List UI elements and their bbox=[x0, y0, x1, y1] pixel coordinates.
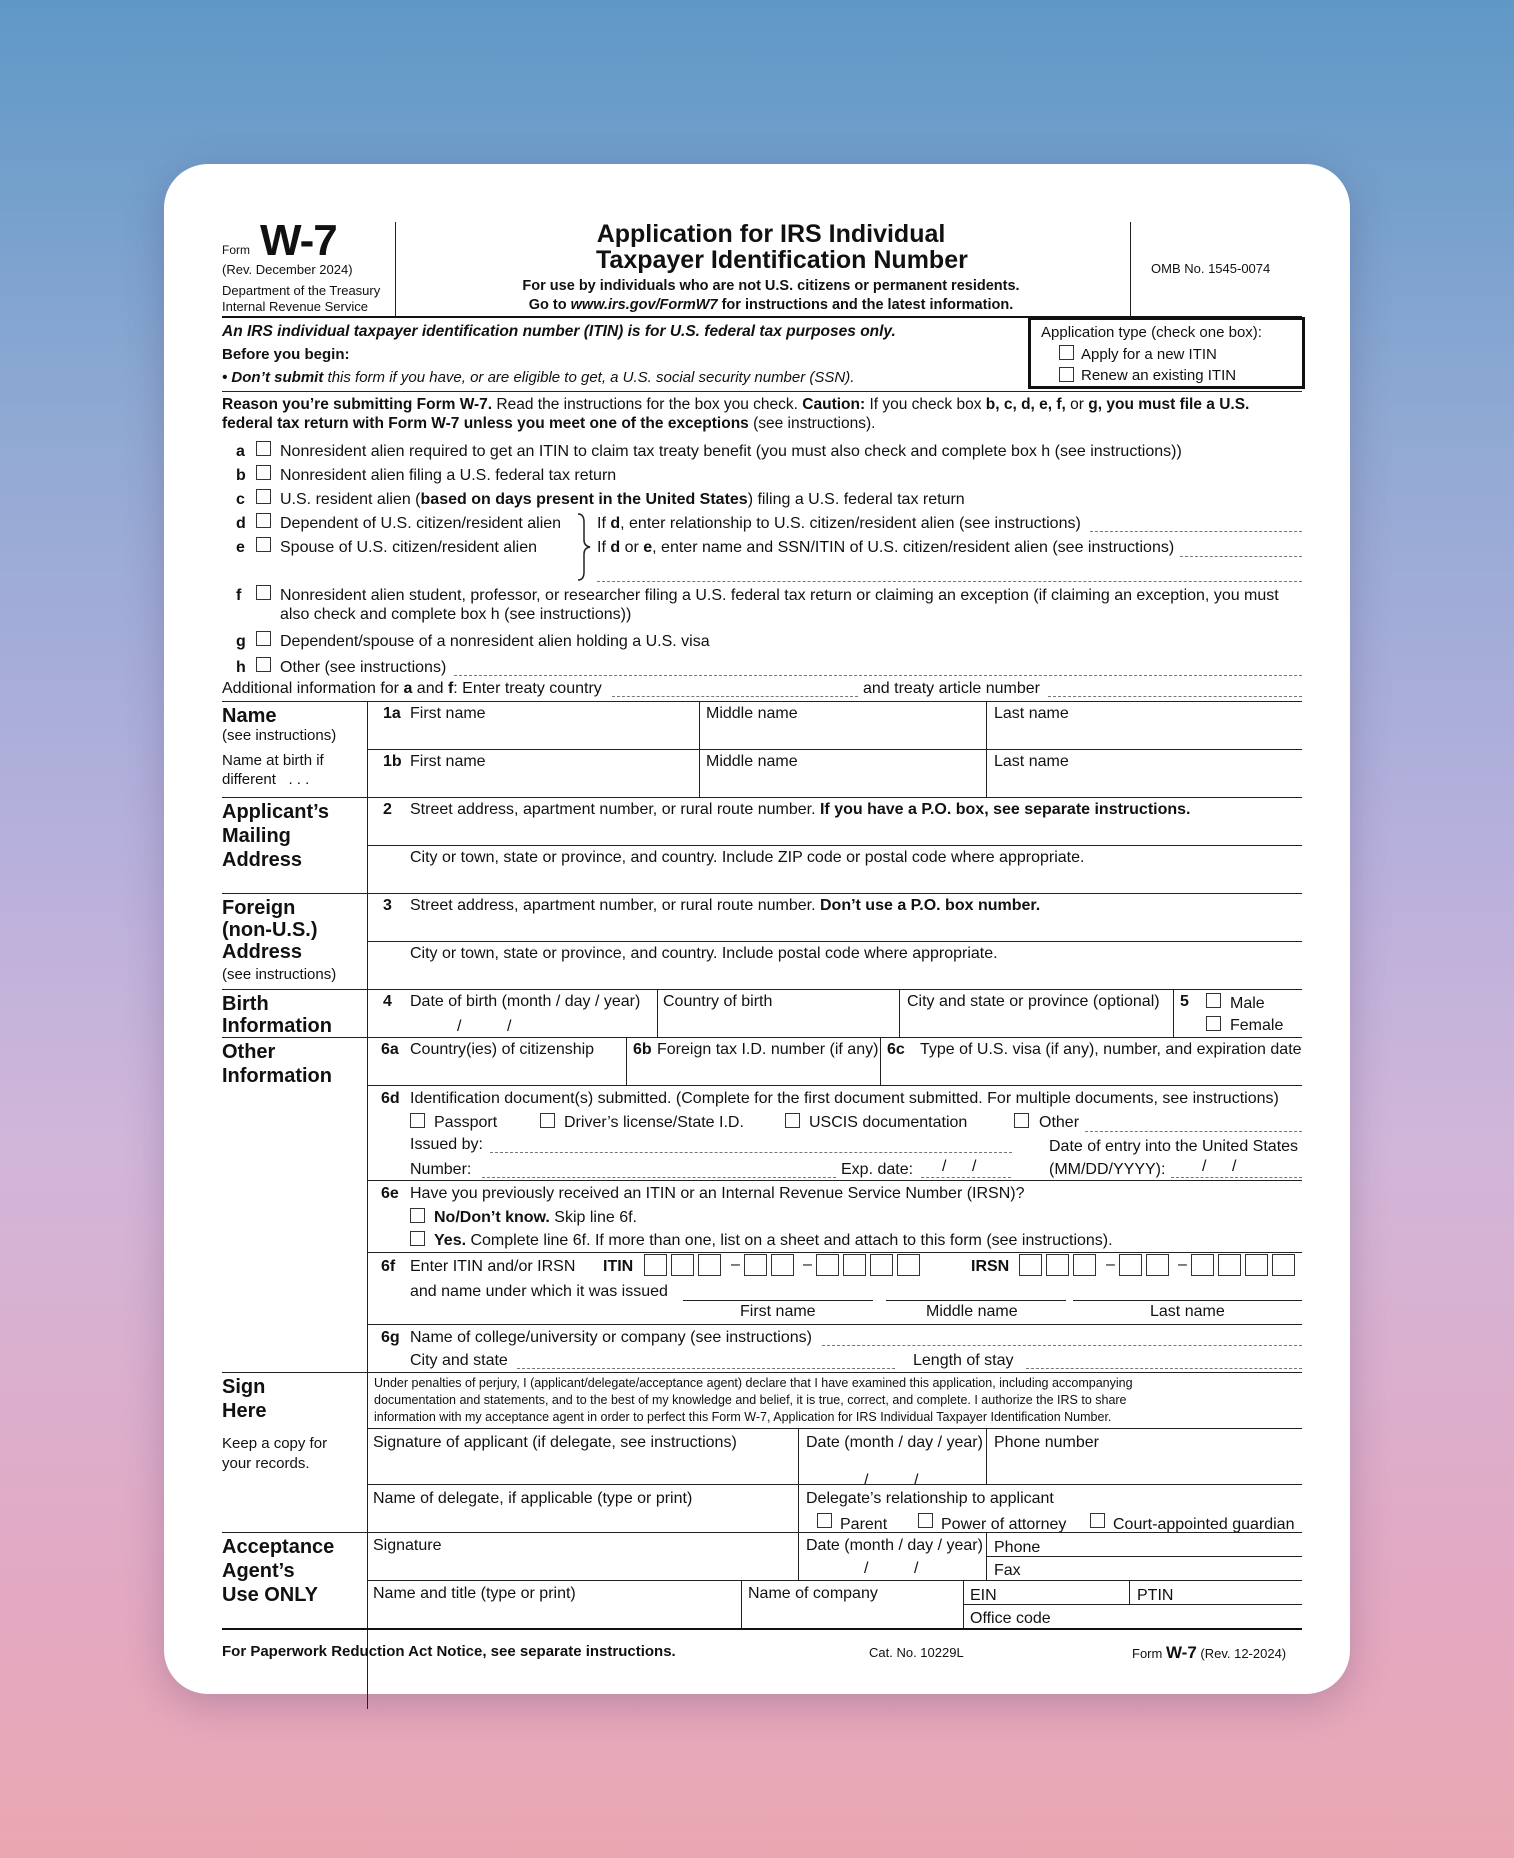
agent-label-1: Acceptance bbox=[222, 1536, 335, 1558]
treaty-article-label: and treaty article number bbox=[863, 680, 1040, 697]
keep-copy-2: your records. bbox=[222, 1455, 310, 1472]
subtitle-2: Go to www.irs.gov/FormW7 for instructions and the latest information. bbox=[528, 297, 1014, 313]
power-of-attorney-checkbox[interactable] bbox=[918, 1513, 933, 1528]
reason-c-checkbox[interactable] bbox=[256, 489, 271, 504]
renew-itin-checkbox[interactable] bbox=[1059, 367, 1074, 382]
foreign-label-3: Address bbox=[222, 941, 303, 963]
first-name-1b[interactable]: First name bbox=[410, 753, 486, 770]
male-checkbox[interactable] bbox=[1206, 993, 1221, 1008]
reason-b-checkbox[interactable] bbox=[256, 465, 271, 480]
dont-submit: • Don’t submit this form if you have, or are eligible to get, a U.S. social security number (SSN). bbox=[222, 369, 855, 386]
dash: – bbox=[1106, 1256, 1115, 1273]
exp-date-label: Exp. date: bbox=[841, 1161, 914, 1178]
digit-box[interactable] bbox=[1119, 1254, 1142, 1276]
prior-last-name-label: Last name bbox=[1150, 1303, 1225, 1320]
footer-paperwork: For Paperwork Reduction Act Notice, see separate instructions. bbox=[222, 1643, 676, 1660]
digit-box[interactable] bbox=[816, 1254, 839, 1276]
mailing-label-3: Address bbox=[222, 849, 303, 871]
city-of-birth[interactable]: City and state or province (optional) bbox=[907, 993, 1160, 1010]
line-number: 3 bbox=[383, 897, 392, 914]
reason-d-checkbox[interactable] bbox=[256, 513, 271, 528]
dept-irs: Internal Revenue Service bbox=[222, 299, 368, 314]
female-checkbox[interactable] bbox=[1206, 1016, 1221, 1031]
prior-middle-name-label: Middle name bbox=[926, 1303, 1018, 1320]
reason-letter: e bbox=[236, 539, 245, 556]
line-number: 6c bbox=[887, 1041, 905, 1058]
perjury-1: Under penalties of perjury, I (applicant/delegate/acceptance agent) declare that I have examined this application, including accompanying bbox=[374, 1376, 1133, 1390]
mailing-city[interactable]: City or town, state or province, and country. Include ZIP code or postal code where appropriate. bbox=[410, 849, 1085, 866]
treaty-country-line[interactable] bbox=[612, 696, 858, 697]
omb-number: OMB No. 1545-0074 bbox=[1151, 261, 1271, 276]
digit-box[interactable] bbox=[644, 1254, 667, 1276]
passport-checkbox[interactable] bbox=[410, 1113, 425, 1128]
new-itin-checkbox[interactable] bbox=[1059, 345, 1074, 360]
other-label-2: Information bbox=[222, 1065, 332, 1087]
middle-name-1b[interactable]: Middle name bbox=[706, 753, 798, 770]
divider bbox=[1130, 222, 1131, 316]
dash: – bbox=[731, 1256, 740, 1273]
reason-letter: f bbox=[236, 587, 242, 604]
other-doc-line[interactable] bbox=[1085, 1131, 1302, 1132]
digit-box[interactable] bbox=[870, 1254, 893, 1276]
name-label: Name bbox=[222, 705, 277, 727]
dash: – bbox=[803, 1256, 812, 1273]
d-note: If d, enter relationship to U.S. citizen/resident alien (see instructions) bbox=[597, 515, 1081, 532]
uscis-label: USCIS documentation bbox=[809, 1114, 968, 1131]
line-number: 6g bbox=[381, 1329, 400, 1346]
title-line1: Application for IRS Individual bbox=[596, 220, 946, 248]
dob-label[interactable]: Date of birth (month / day / year) bbox=[410, 993, 641, 1010]
foreign-street[interactable]: Street address, apartment number, or rural route number. Don’t use a P.O. box number. bbox=[410, 897, 1041, 914]
line-number: 6d bbox=[381, 1090, 400, 1107]
number-line[interactable] bbox=[482, 1177, 836, 1178]
keep-copy-1: Keep a copy for bbox=[222, 1435, 328, 1452]
date-slash: / bbox=[457, 1018, 462, 1035]
date-slash: / bbox=[1232, 1158, 1237, 1175]
entry-date-label-2: (MM/DD/YYYY): bbox=[1049, 1161, 1166, 1178]
name-label-sub: (see instructions) bbox=[222, 727, 337, 744]
agent-office-code-field[interactable]: Office code bbox=[970, 1610, 1051, 1627]
perjury-3: information with my acceptance agent in order to perfect this Form W-7, Application for IRS Individual Taxpayer Identification Number. bbox=[374, 1410, 1112, 1424]
applicant-signature-field[interactable]: Signature of applicant (if delegate, see instructions) bbox=[373, 1434, 737, 1451]
entry-date-label-1: Date of entry into the United States bbox=[1049, 1138, 1299, 1155]
last-name-1a[interactable]: Last name bbox=[994, 705, 1069, 722]
birth-label-2: Information bbox=[222, 1015, 332, 1037]
digit-box[interactable] bbox=[1146, 1254, 1169, 1276]
delegate-name-field[interactable]: Name of delegate, if applicable (type or print) bbox=[373, 1490, 693, 1507]
reason-e-text: Spouse of U.S. citizen/resident alien bbox=[280, 539, 538, 556]
drivers-license-label: Driver’s license/State I.D. bbox=[564, 1114, 744, 1131]
agent-date-field[interactable]: Date (month / day / year) bbox=[806, 1537, 983, 1554]
agent-ptin-field[interactable]: PTIN bbox=[1137, 1587, 1174, 1604]
passport-label: Passport bbox=[434, 1114, 498, 1131]
guardian-label: Court-appointed guardian bbox=[1113, 1516, 1295, 1533]
treaty-article-line[interactable] bbox=[1048, 696, 1302, 697]
number-label: Number: bbox=[410, 1161, 472, 1178]
reason-f-text-2: also check and complete box h (see instructions)) bbox=[280, 606, 632, 623]
dept-treasury: Department of the Treasury bbox=[222, 283, 381, 298]
foreign-city[interactable]: City or town, state or province, and country. Include postal code where appropriate. bbox=[410, 945, 998, 962]
form-word: Form bbox=[222, 243, 250, 257]
itin-label: ITIN bbox=[603, 1258, 634, 1275]
irsn-label: IRSN bbox=[971, 1258, 1010, 1275]
reason-letter: a bbox=[236, 443, 245, 460]
issued-by-label: Issued by: bbox=[410, 1136, 483, 1153]
mailing-label-1: Applicant’s bbox=[222, 801, 330, 823]
yes-prior-itin-checkbox[interactable] bbox=[410, 1231, 425, 1246]
phone-field[interactable]: Phone number bbox=[994, 1434, 1099, 1451]
reason-a-text: Nonresident alien required to get an ITIN to claim tax treaty benefit (you must also check and complete box h (see instructions)) bbox=[280, 443, 1182, 460]
digit-box[interactable] bbox=[1245, 1254, 1268, 1276]
line-number: 6f bbox=[381, 1258, 396, 1275]
digit-box[interactable] bbox=[1191, 1254, 1214, 1276]
mailing-label-2: Mailing bbox=[222, 825, 291, 847]
reason-letter: c bbox=[236, 491, 245, 508]
birth-label-1: Birth bbox=[222, 993, 269, 1015]
reason-h-text: Other (see instructions) bbox=[280, 659, 447, 676]
dash: – bbox=[1178, 1256, 1187, 1273]
date-slash: / bbox=[914, 1472, 919, 1489]
reason-a-checkbox[interactable] bbox=[256, 441, 271, 456]
e-note: If d or e, enter name and SSN/ITIN of U.S. citizen/resident alien (see instructions) bbox=[597, 539, 1175, 556]
other-label-1: Other bbox=[222, 1041, 276, 1063]
form-card bbox=[164, 164, 1350, 1694]
drivers-license-checkbox[interactable] bbox=[540, 1113, 555, 1128]
agent-signature-field[interactable]: Signature bbox=[373, 1537, 442, 1554]
exp-date-line[interactable] bbox=[921, 1177, 1011, 1178]
e-note-entry-line[interactable] bbox=[597, 581, 1302, 582]
citizenship-field[interactable]: Country(ies) of citizenship bbox=[410, 1041, 595, 1058]
digit-box[interactable] bbox=[1073, 1254, 1096, 1276]
digit-box[interactable] bbox=[1218, 1254, 1241, 1276]
line-number: 6a bbox=[381, 1041, 399, 1058]
reason-letter: h bbox=[236, 659, 246, 676]
prior-first-name-label: First name bbox=[740, 1303, 816, 1320]
digit-box[interactable] bbox=[1019, 1254, 1042, 1276]
length-of-stay-label: Length of stay bbox=[913, 1352, 1014, 1369]
agent-fax-field[interactable]: Fax bbox=[994, 1562, 1021, 1579]
date-slash: / bbox=[507, 1018, 512, 1035]
agent-phone-field[interactable]: Phone bbox=[994, 1539, 1041, 1556]
digit-box[interactable] bbox=[698, 1254, 721, 1276]
guardian-checkbox[interactable] bbox=[1090, 1513, 1105, 1528]
additional-info: Additional information for a and f: Enter treaty country bbox=[222, 680, 602, 697]
digit-box[interactable] bbox=[744, 1254, 767, 1276]
sign-label-1: Sign bbox=[222, 1376, 266, 1398]
date-slash: / bbox=[864, 1560, 869, 1577]
reason-heading: Reason you’re submitting Form W-7. Read the instructions for the box you check. Caution: If you check box b, c, d, e, f, or g, you must file a U.S. bbox=[222, 396, 1250, 413]
new-itin-label: Apply for a new ITIN bbox=[1081, 346, 1217, 363]
left-column-divider bbox=[367, 701, 368, 1709]
city-state-label: City and state bbox=[410, 1352, 508, 1369]
line-number: 1b bbox=[383, 753, 402, 770]
reason-f-checkbox[interactable] bbox=[256, 585, 271, 600]
subtitle-1: For use by individuals who are not U.S. citizens or permanent residents. bbox=[522, 278, 1020, 294]
length-of-stay-line[interactable] bbox=[1026, 1368, 1302, 1369]
uscis-checkbox[interactable] bbox=[785, 1113, 800, 1128]
reason-g-text: Dependent/spouse of a nonresident alien holding a U.S. visa bbox=[280, 633, 710, 650]
female-label: Female bbox=[1230, 1017, 1284, 1034]
first-name-1a[interactable]: First name bbox=[410, 705, 486, 722]
visa-field[interactable]: Type of U.S. visa (if any), number, and expiration date bbox=[920, 1041, 1302, 1058]
digit-box[interactable] bbox=[1046, 1254, 1069, 1276]
delegate-relationship-label: Delegate’s relationship to applicant bbox=[806, 1490, 1054, 1507]
mailing-street[interactable]: Street address, apartment number, or rural route number. If you have a P.O. box, see separate instructions. bbox=[410, 801, 1191, 818]
reason-g-checkbox[interactable] bbox=[256, 631, 271, 646]
itin-irsn-label: Enter ITIN and/or IRSN bbox=[410, 1258, 576, 1275]
foreign-tax-id-field[interactable]: Foreign tax I.D. number (if any) bbox=[657, 1041, 879, 1058]
title-line2: Taxpayer Identification Number bbox=[596, 246, 968, 274]
intro-itin: An IRS individual taxpayer identification number (ITIN) is for U.S. federal tax purposes only. bbox=[222, 323, 896, 340]
prior-last-name-line[interactable] bbox=[1073, 1300, 1302, 1301]
name-birth-label-1: Name at birth if bbox=[222, 752, 324, 769]
date-slash: / bbox=[972, 1158, 977, 1175]
reason-f-text-1: Nonresident alien student, professor, or researcher filing a U.S. federal tax return or claiming an exception (if claiming an exception, you must bbox=[280, 587, 1279, 604]
reason-c-text: U.S. resident alien (based on days present in the United States) filing a U.S. federal tax return bbox=[280, 491, 965, 508]
agent-company-field[interactable]: Name of company bbox=[748, 1585, 878, 1602]
city-state-line[interactable] bbox=[517, 1368, 895, 1369]
footer-cat-number: Cat. No. 10229L bbox=[869, 1645, 964, 1660]
male-label: Male bbox=[1230, 995, 1265, 1012]
other-doc-label: Other bbox=[1039, 1114, 1080, 1131]
no-prior-itin-label: No/Don’t know. Skip line 6f. bbox=[434, 1209, 637, 1226]
date-slash: / bbox=[1202, 1158, 1207, 1175]
agent-ein-field[interactable]: EIN bbox=[970, 1587, 997, 1604]
date-slash: / bbox=[914, 1560, 919, 1577]
reason-b-text: Nonresident alien filing a U.S. federal tax return bbox=[280, 467, 617, 484]
digit-box[interactable] bbox=[897, 1254, 920, 1276]
sign-date-field[interactable]: Date (month / day / year) bbox=[806, 1434, 983, 1451]
prior-itin-question: Have you previously received an ITIN or an Internal Revenue Service Number (IRSN)? bbox=[410, 1185, 1025, 1202]
agent-label-2: Agent’s bbox=[222, 1560, 295, 1582]
revision: (Rev. December 2024) bbox=[222, 262, 353, 277]
foreign-label-2: (non-U.S.) bbox=[222, 919, 318, 941]
itin-name-label: and name under which it was issued bbox=[410, 1283, 668, 1300]
no-prior-itin-checkbox[interactable] bbox=[410, 1208, 425, 1223]
perjury-2: documentation and statements, and to the best of my knowledge and belief, it is true, correct, and complete. I authorize the IRS to share bbox=[374, 1393, 1127, 1407]
agent-label-3: Use ONLY bbox=[222, 1584, 318, 1606]
foreign-label-sub: (see instructions) bbox=[222, 966, 337, 983]
reason-h-checkbox[interactable] bbox=[256, 657, 271, 672]
agent-name-title-field[interactable]: Name and title (type or print) bbox=[373, 1585, 576, 1602]
line-number: 6e bbox=[381, 1185, 399, 1202]
reason-heading-2: federal tax return with Form W-7 unless you meet one of the exceptions (see instructions). bbox=[222, 415, 876, 432]
line-number: 5 bbox=[1180, 993, 1189, 1010]
issued-by-line[interactable] bbox=[490, 1152, 1012, 1153]
other-doc-checkbox[interactable] bbox=[1014, 1113, 1029, 1128]
footer-form-rev: Form W-7 (Rev. 12-2024) bbox=[1132, 1643, 1287, 1662]
college-line[interactable] bbox=[822, 1345, 1302, 1346]
digit-box[interactable] bbox=[671, 1254, 694, 1276]
app-type-title: Application type (check one box): bbox=[1041, 324, 1262, 341]
parent-checkbox[interactable] bbox=[817, 1513, 832, 1528]
line-number: 4 bbox=[383, 993, 392, 1010]
prior-middle-name-line[interactable] bbox=[886, 1300, 1066, 1301]
digit-box[interactable] bbox=[771, 1254, 794, 1276]
foreign-label-1: Foreign bbox=[222, 897, 296, 919]
form-number: W-7 bbox=[260, 216, 337, 265]
power-of-attorney-label: Power of attorney bbox=[941, 1516, 1067, 1533]
last-name-1b[interactable]: Last name bbox=[994, 753, 1069, 770]
before-you-begin: Before you begin: bbox=[222, 346, 350, 363]
reason-d-text: Dependent of U.S. citizen/resident alien bbox=[280, 515, 562, 532]
digit-box[interactable] bbox=[1272, 1254, 1295, 1276]
sign-label-2: Here bbox=[222, 1400, 267, 1422]
reason-e-checkbox[interactable] bbox=[256, 537, 271, 552]
renew-itin-label: Renew an existing ITIN bbox=[1081, 367, 1237, 384]
reason-letter: b bbox=[236, 467, 246, 484]
entry-date-line[interactable] bbox=[1171, 1177, 1302, 1178]
date-slash: / bbox=[864, 1472, 869, 1489]
middle-name-1a[interactable]: Middle name bbox=[706, 705, 798, 722]
parent-label: Parent bbox=[840, 1516, 888, 1533]
country-of-birth[interactable]: Country of birth bbox=[663, 993, 773, 1010]
id-docs-heading: Identification document(s) submitted. (Complete for the first document submitted. For multiple documents, see instructions) bbox=[410, 1090, 1279, 1107]
line-number: 1a bbox=[383, 705, 401, 722]
name-birth-label-2: different . . . bbox=[222, 771, 310, 788]
line-number: 2 bbox=[383, 801, 392, 818]
reason-letter: g bbox=[236, 633, 246, 650]
date-slash: / bbox=[942, 1158, 947, 1175]
yes-prior-itin-label: Yes. Complete line 6f. If more than one, list on a sheet and attach to this form (see instructions). bbox=[434, 1232, 1113, 1249]
brace-icon bbox=[574, 512, 596, 582]
prior-first-name-line[interactable] bbox=[683, 1300, 873, 1301]
college-label: Name of college/university or company (see instructions) bbox=[410, 1329, 812, 1346]
reason-letter: d bbox=[236, 515, 246, 532]
line-number: 6b bbox=[633, 1041, 652, 1058]
digit-box[interactable] bbox=[843, 1254, 866, 1276]
